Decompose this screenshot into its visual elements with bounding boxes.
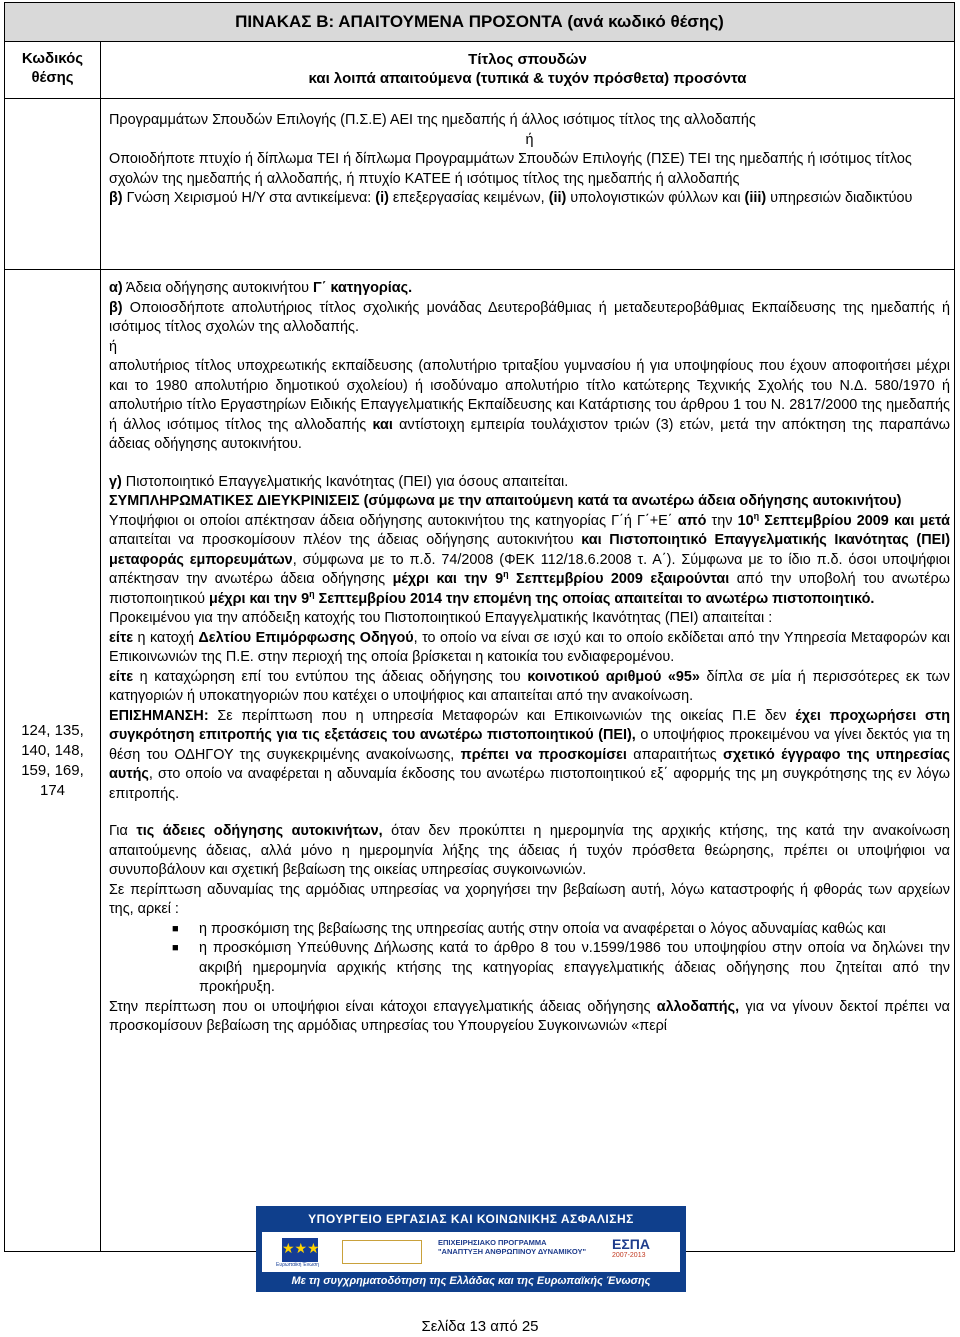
header-code-line2: θέσης [31,69,74,86]
ops-logo-icon [342,1240,422,1264]
table-title-bar [4,2,955,42]
eu-flag-icon: ★★★ [282,1238,318,1262]
supplementary-title: ΣΥΜΠΛΗΡΩΜΑΤΙΚΕΣ ΔΙΕΥΚΡΙΝΙΣΕΙΣ (σύμφωνα με την απαιτούμενη κατά τα ανωτέρω άδεια οδήγησης αυτοκινήτου) [109,493,902,509]
program-line2: "ΑΝΑΠΤΥΞΗ ΑΝΘΡΩΠΙΝΟΥ ΔΥΝΑΜΙΚΟΥ" [438,1247,587,1256]
list-item: ■ η προσκόμιση Υπεύθυνης Δήλωσης κατά το άρθρο 8 του ν.1599/1986 του υποψηφίου στην οποία να δηλώνει την ακριβή ημερομηνία αρχικής κτήσης της κατηγορίας επαγγελματικής άδειας οδήγησης που ζητείται από την προκήρυξη. [199,939,950,998]
header-title-line2: και λοιπά απαιτούμενα (τυπικά & τυχόν πρόσθετα) προσόντα [308,70,747,87]
spacer [109,455,950,473]
code-line: 174 [39,781,66,799]
list-item: ■ η προσκόμιση της βεβαίωσης της υπηρεσίας αυτής στην οποία να αναφέρεται ο λόγος αδυναμίας καθώς και [199,920,950,940]
req-b-alternative: απολυτήριος τίτλος υποχρεωτικής εκπαίδευσης (απολυτήριο τριταξίου γυμνασίου ή για υποψηφίους που έχουν αποφοιτήσει μέχρι και το 1980 απολυτήριο δημοτικού σχολείου) ή ισοδύναμο απολυτήριο τίτλο κατώτερης Τεχνικής Σχολής του Ν.Δ. 580/1970 ή απολυτήριο τίτλο Εργαστηρίων Ειδικής Επαγγελματικής Εκπαίδευσης και Κατάρτισης του άρθρου 1 του Ν. 2817/2000 της ημεδαπής ή άλλος ισότιμος τίτλος της αλλοδαπής και αντίστοιχη εμπειρία τουλάχιστον τριών (3) ετών, μετά την απόκτηση της παραπάνω άδειας οδήγησης αυτοκινήτου. [109,358,950,452]
spacer [109,804,950,822]
content-cell-previous [101,99,955,270]
row1-line-ae: Προγραμμάτων Σπουδών Επιλογής (Π.Σ.Ε) ΑΕΙ της ημεδαπής ή άλλος ισότιμος τίτλος της αλλοδαπής [109,112,756,128]
row1-or: ή [525,131,534,148]
espa-word: ΕΣΠΑ [612,1236,650,1252]
supp-paragraph-2: Προκειμένου για την απόδειξη κατοχής του Πιστοποιητικού Επαγγελματικής Ικανότητας (ΠΕΙ) απαιτείται : [109,610,773,626]
table-title: ΠΙΝΑΚΑΣ Β: ΑΠΑΙΤΟΥΜΕΝΑ ΠΡΟΣΟΝΤΑ (ανά κωδικό θέσης) [235,12,724,31]
ministry-label: ΥΠΟΥΡΓΕΙΟ ΕΡΓΑΣΙΑΣ ΚΑΙ ΚΟΙΝΩΝΙΚΗΣ ΑΣΦΑΛΙΣΗΣ [308,1212,634,1226]
espa-years: 2007-2013 [612,1252,646,1259]
supp-notice: ΕΠΙΣΗΜΑΝΣΗ: Σε περίπτωση που η υπηρεσία Μεταφορών και Επικοινωνιών της οικείας Π.Ε δεν έχει προχωρήσει στη συγκρότηση επιτροπής για τις εξετάσεις του ανωτέρω πιστοποιητικού (ΠΕΙ), ο υποψήφιος προκειμένου να γίνει δεκτός για τη θέση του ΟΔΗΓΟΥ της συγκεκριμένης ανακοίνωσης, πρέπει να προσκομίσει απαραιτήτως σχετικό έγγραφο της υπηρεσίας αυτής, στο οποίο να αναφέρεται η αδυναμία έκδοσης του ανωτέρω πιστοποιητικού εξ΄ αφορμής της μη συγκρότησης της εν λόγω επιτροπής. [109,707,950,802]
header-title [101,42,955,99]
code-cell-driver [5,270,101,1252]
table-row-previous [5,99,955,270]
espa-logo [612,1236,668,1268]
req-c-pei: γ) Πιστοποιητικό Επαγγελματικής Ικανότητας (ΠΕΙ) για όσους απαιτείται. [109,473,569,490]
cofunding-label: Με τη συγχρηματοδότηση της Ελλάδας και της Ευρωπαϊκής Ένωσης [291,1275,651,1287]
header-title-line1: Τίτλος σπουδών [468,51,587,68]
license-paragraph-1: Για τις άδειες οδήγησης αυτοκινήτων, όταν δεν προκύπτει η ημερομηνία της αρχικής κτήσης, της κατά την ανακοίνωση απαιτούμενης άδειας, αλλά μόνο η ημερομηνία λήξης της άδειας ή τυχόν πρόσθετα θεώρησης, πρέπει οι υποψήφιοι να συνυποβάλουν και σχετική βεβαίωση της οικείας υπηρεσίας συγκοινωνιών. [109,823,950,878]
license-paragraph-2: Σε περίπτωση αδυναμίας της αρμόδιας υπηρεσίας να χορηγήσει την βεβαίωση αυτή, λόγω καταστροφής ή φθοράς των αρχείων της, αρκεί : [109,881,950,917]
code-cell-previous [5,99,101,270]
code-line: 159, 169, [21,761,84,779]
program-line1: ΕΠΙΧΕΙΡΗΣΙΑΚΟ ΠΡΟΓΡΑΜΜΑ [438,1238,547,1247]
header-row [5,42,955,99]
row1-computer-skills: β) Γνώση Χειρισμού Η/Υ στα αντικείμενα: (i) επεξεργασίας κειμένων, (ii) υπολογιστικών φύλλων και (iii) υπηρεσιών διαδικτύου [109,190,913,206]
table-row-driver [5,270,955,1252]
req-b-or: ή [109,338,118,355]
program-logo [438,1238,588,1266]
supp-paragraph-3: είτε η κατοχή Δελτίου Επιμόρφωσης Οδηγού, το οποίο να είναι σε ισχύ και το οποίο εκδίδεται από την Υπηρεσία Μεταφορών και Επικοινωνιών της Π.Ε. στην περιοχή της οποία βρίσκεται η κατοικία του ενδιαφερομένου. [109,629,951,665]
code-line: 124, 135, [21,721,84,739]
page-number: Σελίδα 13 από 25 [421,1318,539,1335]
row1-line-tei: Οποιοδήποτε πτυχίο ή δίπλωμα ΤΕΙ ή δίπλωμα Προγραμμάτων Σπουδών Επιλογής (ΠΣΕ) ΤΕΙ της ημεδαπής ή ισότιμος τίτλος σχολών της ημεδαπής ή αλλοδαπής, ή πτυχίο ΚΑΤΕΕ ή ισότιμος τίτλος της ημεδαπής ή αλλοδαπής [109,151,912,187]
header-code-line1: Κωδικός [21,50,84,67]
supp-paragraph-1: Υποψήφιοι οι οποίοι απέκτησαν άδεια οδήγησης αυτοκινήτου της κατηγορίας Γ΄ή Γ΄+Ε΄ από την $10^\eta$ Σεπτεμβρίου 2009 και μετά απαιτείται να προσκομίσουν πλέον της άδειας οδήγησης αυτοκινήτου και Πιστοποιητικό Επαγγελματικής Ικανότητας (ΠΕΙ) μεταφοράς εμπορευμάτων, σύμφωνα με το π.δ. 74/2008 (ΦΕΚ 112/18.6.2008 τ. Α΄). Σύμφωνα με το ίδιο π.δ. όσοι υποψήφιοι απέκτησαν την ανωτέρω άδεια οδήγησης μέχρι και την $9^\eta$ Σεπτεμβρίου 2009 εξαιρούνται από την υποβολή του ανωτέρω πιστοποιητικού μέχρι και την $9^\eta$ Σεπτεμβρίου 2014 την επομένη της οποίας απαιτείται το ανωτέρω πιστοποιητικό. [109,510,951,607]
header-code [5,42,101,99]
req-a-license: α) Άδεια οδήγησης αυτοκινήτου Γ΄ κατηγορίας. [109,280,413,296]
license-paragraph-3: Στην περίπτωση που οι υποψήφιοι είναι κάτοχοι επαγγελματικής άδειας οδήγησης αλλοδαπής, για να γίνουν δεκτοί πρέπει να προσκομίσουν βεβαίωση της αρμόδιας υπηρεσίας του Υπουργείου Συγκοινωνιών «περί [109,998,950,1034]
logo-strip [262,1232,680,1272]
bullet-list [109,920,950,998]
eu-label: Ευρωπαϊκή Ένωση [276,1262,319,1268]
funding-banner [256,1206,686,1292]
requirements-table [4,41,955,1252]
req-b-education: β) Οποιοσδήποτε απολυτήριος τίτλος σχολικής μονάδας Δευτεροβάθμιας ή μεταδευτεροβάθμιας Εκπαίδευσης της ημεδαπής ή ισότιμος τίτλος σχολών της αλλοδαπής. [109,299,950,335]
code-line: 140, 148, [21,741,84,759]
supp-paragraph-4: είτε η καταχώρηση επί του εντύπου της άδειας οδήγησης του κοινοτικού αριθμού «95» δίπλα σε μία ή περισσότερες εκ των κατηγοριών ή υποκατηγοριών που κατέχει ο υποψήφιος και απαιτείται από την ανακοίνωση. [109,668,950,704]
content-cell-driver [101,270,955,1252]
